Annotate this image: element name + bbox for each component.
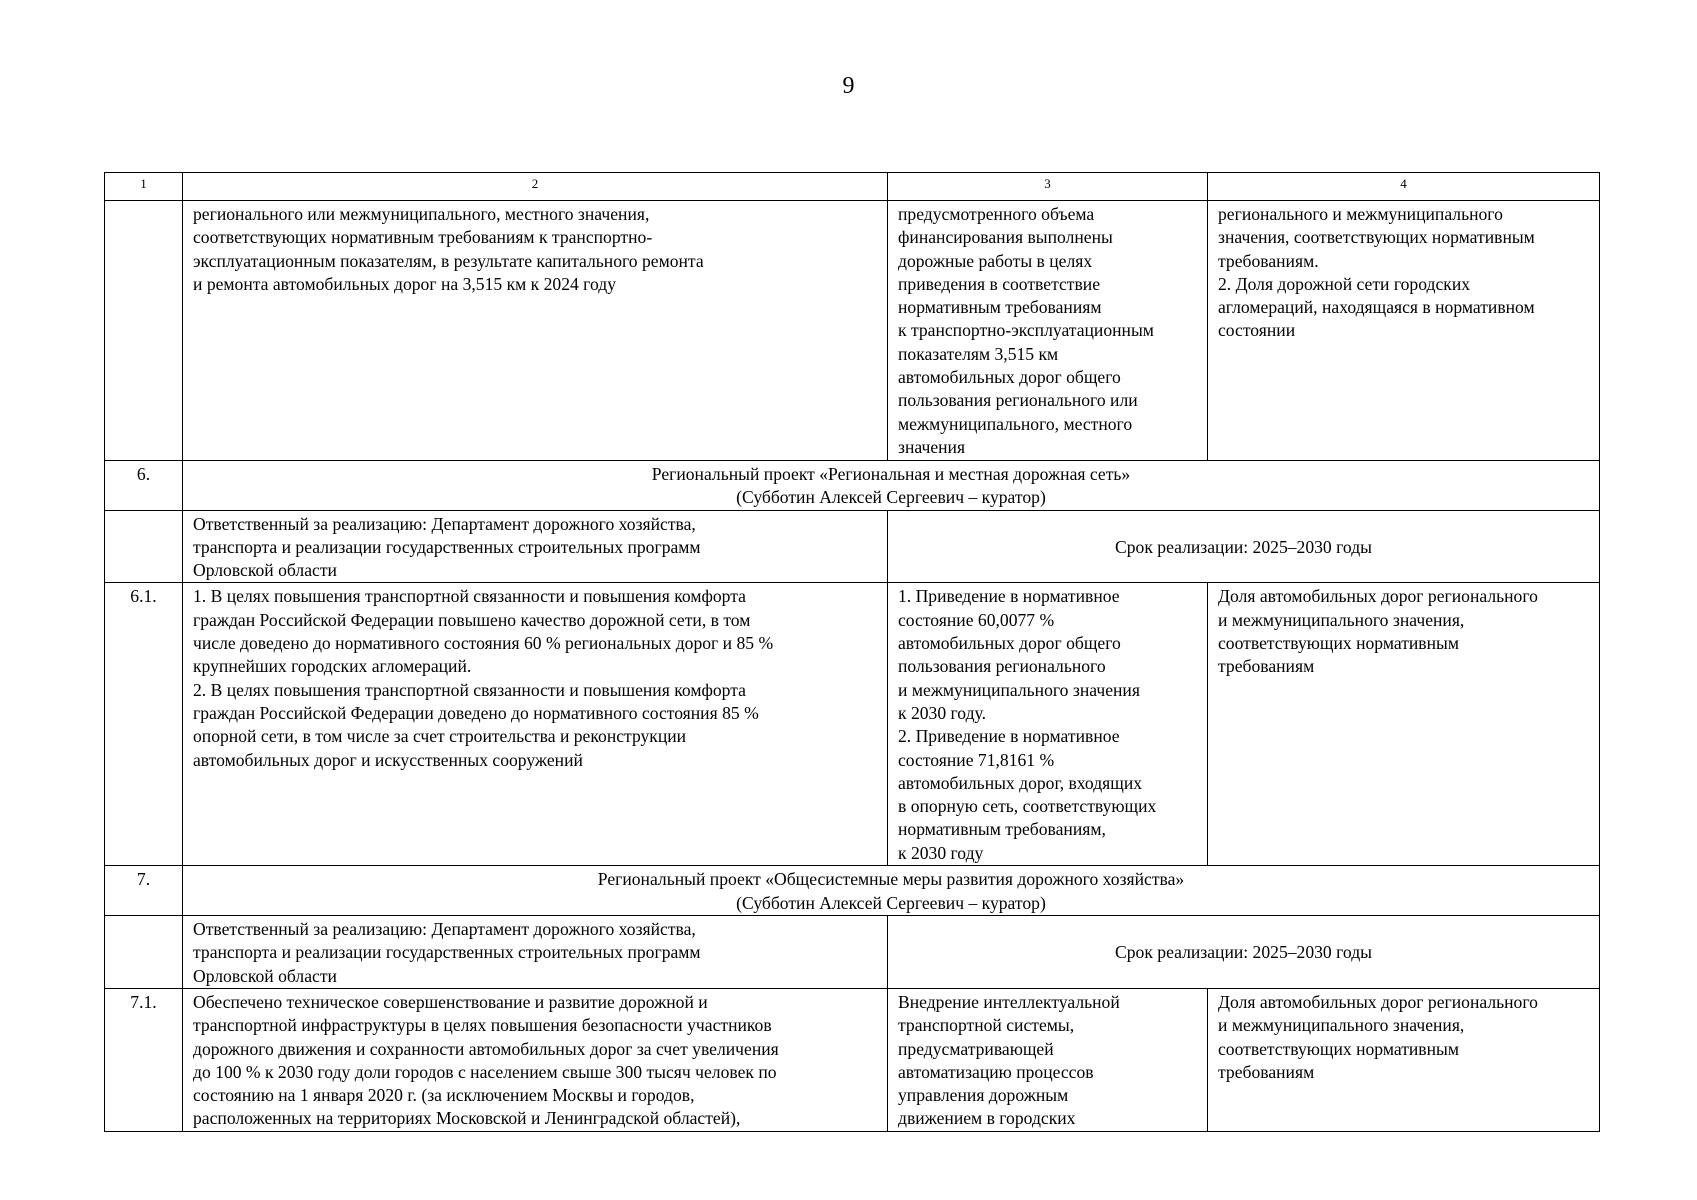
text-line: состояние 71,8161 %	[898, 749, 1055, 770]
term-cell: Срок реализации: 2025–2030 годы	[888, 510, 1600, 583]
text-line: значения, соответствующих нормативным	[1218, 227, 1535, 248]
text-line: к 2030 году	[898, 842, 984, 863]
text-line: нормативным требованиям,	[898, 819, 1106, 840]
text-line: и межмуниципального значения,	[1218, 609, 1465, 630]
text-line: автомобильных дорог и искусственных сооружений	[193, 749, 583, 770]
project-title: Региональный проект «Общесистемные меры развития дорожного хозяйства»	[597, 869, 1185, 890]
column-number: 4	[1208, 173, 1600, 201]
row-number-cell: 6.1.	[105, 583, 183, 866]
text-line: транспортной системы,	[898, 1015, 1075, 1036]
text-line: управления дорожным	[898, 1085, 1069, 1106]
indicator-cell	[1208, 201, 1600, 461]
text-line: граждан Российской Федерации доведено до нормативного состояния 85 %	[193, 702, 759, 723]
text-line: 2. В целях повышения транспортной связанности и повышения комфорта	[193, 679, 746, 700]
text-line: предусматривающей	[898, 1038, 1054, 1059]
table-row-7-1	[105, 988, 1600, 1131]
text-line: в опорную сеть, соответствующих	[898, 796, 1157, 817]
text-line: к транспортно-эксплуатационным	[898, 320, 1154, 341]
text-line: эксплуатационным показателям, в результате капитального ремонта	[193, 250, 704, 271]
row-number-cell	[105, 201, 183, 461]
text-line: пользования регионального или	[898, 390, 1138, 411]
column-number: 1	[105, 173, 183, 201]
text-line: числе доведено до нормативного состояния 60 % региональных дорог и 85 %	[193, 633, 774, 654]
text-line: 1. В целях повышения транспортной связанности и повышения комфорта	[193, 586, 746, 607]
effect-cell	[888, 988, 1208, 1131]
text-line: крупнейших городских агломераций.	[193, 656, 472, 677]
table-row-6-1	[105, 583, 1600, 866]
text-line: нормативным требованиям	[898, 297, 1102, 318]
text-line: требованиям.	[1218, 250, 1319, 271]
text-line: до 100 % к 2030 году доли городов с населением свыше 300 тысяч человек по	[193, 1061, 777, 1082]
project-6-responsible-row	[105, 510, 1600, 583]
text-line: Обеспечено техническое совершенствование и развитие дорожной и	[193, 991, 708, 1012]
text-line: регионального и межмуниципального	[1218, 204, 1503, 224]
term-cell: Срок реализации: 2025–2030 годы	[888, 916, 1600, 989]
project-7-responsible-row	[105, 916, 1600, 989]
page-number: 9	[842, 73, 855, 99]
text-line: Доля автомобильных дорог регионального	[1218, 991, 1538, 1012]
project-title-cell	[183, 461, 1600, 511]
empty-cell	[105, 916, 183, 989]
project-title-cell	[183, 866, 1600, 916]
text-line: Ответственный за реализацию: Департамент дорожного хозяйства,	[193, 919, 696, 940]
text-line: расположенных на территориях Московской и Ленинградской областей),	[193, 1108, 741, 1129]
text-line: состоянию на 1 января 2020 г. (за исключением Москвы и городов,	[193, 1085, 695, 1106]
text-line: приведения в соответствие	[898, 273, 1101, 294]
text-line: и межмуниципального значения,	[1218, 1015, 1465, 1036]
text-line: 2. Доля дорожной сети городских	[1218, 273, 1471, 294]
text-line: и ремонта автомобильных дорог на 3,515 км к 2024 году	[193, 273, 616, 294]
text-line: состояние 60,0077 %	[898, 609, 1055, 630]
text-line: автомобильных дорог общего	[898, 633, 1121, 654]
empty-cell	[105, 510, 183, 583]
text-line: финансирования выполнены	[898, 227, 1113, 248]
text-line: автоматизацию процессов	[898, 1061, 1094, 1082]
text-line: опорной сети, в том числе за счет строительства и реконструкции	[193, 726, 687, 747]
text-line: пользования регионального	[898, 656, 1106, 677]
text-line: состоянии	[1218, 320, 1296, 341]
project-6-header-row	[105, 461, 1600, 511]
text-line: движением в городских	[898, 1108, 1076, 1129]
text-line: требованиям	[1218, 1061, 1315, 1082]
project-title: Региональный проект «Региональная и местная дорожная сеть»	[651, 464, 1131, 484]
text-line: межмуниципального, местного	[898, 413, 1133, 434]
indicator-cell	[1208, 583, 1600, 866]
task-cell	[183, 988, 888, 1131]
text-line: требованиям	[1218, 656, 1315, 677]
responsible-cell	[183, 916, 888, 989]
effect-cell	[888, 201, 1208, 461]
text-line: регионального или межмуниципального, местного значения,	[193, 204, 650, 224]
text-line: транспортной инфраструктуры в целях повышения безопасности участников	[193, 1015, 772, 1036]
project-curator: (Субботин Алексей Сергеевич – куратор)	[736, 892, 1046, 913]
text-line: автомобильных дорог, входящих	[898, 772, 1143, 793]
column-numbers-row	[105, 173, 1600, 201]
row-number-cell: 6.	[105, 461, 183, 511]
text-line: 2. Приведение в нормативное	[898, 726, 1120, 747]
text-line: Ответственный за реализацию: Департамент дорожного хозяйства,	[193, 513, 696, 534]
text-line: транспорта и реализации государственных строительных программ	[193, 942, 701, 963]
text-line: соответствующих нормативным требованиям к транспортно-	[193, 227, 653, 248]
row-number-cell: 7.	[105, 866, 183, 916]
project-7-header-row	[105, 866, 1600, 916]
column-number: 2	[183, 173, 888, 201]
text-line: граждан Российской Федерации повышено качество дорожной сети, в том	[193, 609, 751, 630]
text-line: автомобильных дорог общего	[898, 367, 1121, 388]
text-line: дорожного движения и сохранности автомобильных дорог за счет увеличения	[193, 1038, 779, 1059]
text-line: значения	[898, 436, 966, 457]
text-line: показателям 3,515 км	[898, 343, 1059, 364]
column-number: 3	[888, 173, 1208, 201]
text-line: и межмуниципального значения	[898, 679, 1140, 700]
table-row-continuation	[105, 201, 1600, 461]
text-line: дорожные работы в целях	[898, 250, 1093, 271]
indicator-cell	[1208, 988, 1600, 1131]
text-line: агломераций, находящаяся в нормативном	[1218, 297, 1535, 318]
text-line: соответствующих нормативным	[1218, 1038, 1459, 1059]
text-line: Орловской области	[193, 560, 337, 581]
task-cell	[183, 583, 888, 866]
text-line: Внедрение интеллектуальной	[898, 991, 1120, 1012]
project-curator: (Субботин Алексей Сергеевич – куратор)	[736, 487, 1046, 508]
text-line: транспорта и реализации государственных строительных программ	[193, 536, 701, 557]
text-line: к 2030 году.	[898, 702, 986, 723]
text-line: 1. Приведение в нормативное	[898, 586, 1120, 607]
program-table	[104, 172, 1600, 1132]
text-line: Орловской области	[193, 965, 337, 986]
row-number-cell: 7.1.	[105, 988, 183, 1131]
responsible-cell	[183, 510, 888, 583]
text-line: соответствующих нормативным	[1218, 633, 1459, 654]
effect-cell	[888, 583, 1208, 866]
text-line: Доля автомобильных дорог регионального	[1218, 586, 1538, 607]
task-cell	[183, 201, 888, 461]
text-line: предусмотренного объема	[898, 204, 1095, 224]
